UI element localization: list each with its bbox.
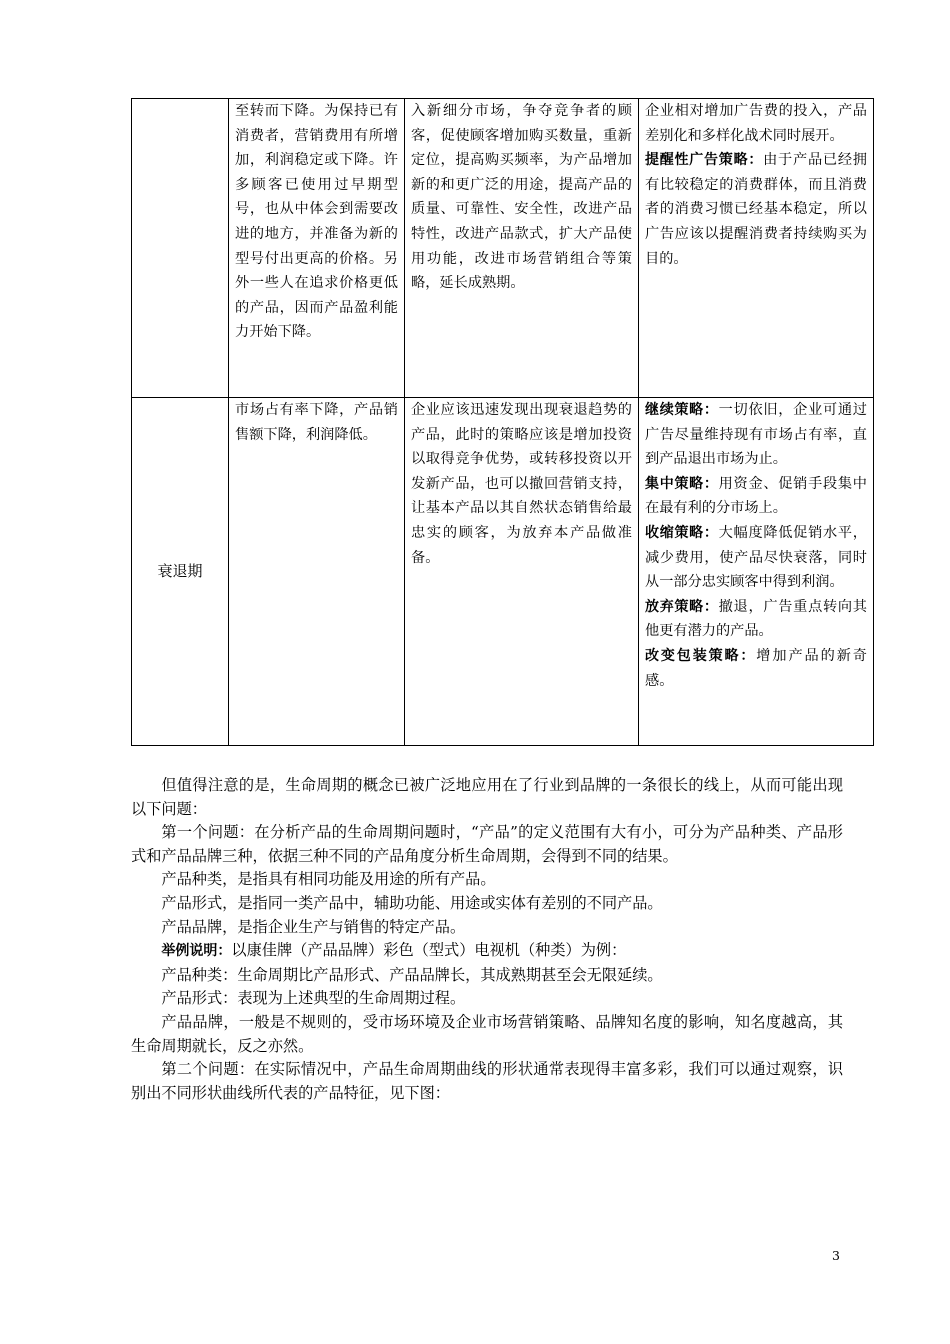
example-text: 以康佳牌（产品品牌）彩色（型式）电视机（种类）为例： (231, 941, 627, 960)
repackage-strategy (645, 644, 867, 693)
strategy-cell: 入新细分市场，争夺竞争者的顾客，促使顾客增加购买数量，重新定位，提高购买频率，为产品增加新的和更广泛的用途，提高产品的质量、可靠性、安全性，改进产品特性，改进产品款式，扩大产品使用功能，改进市场营销组合等策略，延长成熟期。 (405, 99, 639, 398)
strategy-label: 继续策略： (645, 402, 719, 418)
abandon-strategy (645, 595, 867, 644)
ad-strategy-label: 提醒性广告策略： (645, 152, 764, 169)
strategy-text: 增加产品的新奇感。 (645, 647, 867, 689)
ad-intro: 企业相对增加广告费的投入，产品差别化和多样化战术同时展开。 (645, 103, 867, 144)
advertising-cell (639, 99, 874, 398)
strategy-label: 放弃策略： (645, 598, 719, 615)
strategy-cell: 企业应该迅速发现出现衰退趋势的产品，此时的策略应该是增加投资以取得竞争优势，或转移投资以开发新产品，也可以撤回营销支持，让基本产品以其自然状态销售给最忠实的顾客，为放弃本产品做准备。 (405, 398, 639, 746)
shrink-strategy (645, 521, 867, 595)
example-label: 举例说明： (161, 943, 232, 960)
continue-strategy (645, 398, 867, 472)
strategy-text: 用资金、促销手段集中在最有利的分市场上。 (645, 475, 867, 517)
paragraph: 产品品牌，一般是不规则的，受市场环境及企业市场营销策略、品牌知名度的影响，知名度越高，其生命周期就长，反之亦然。 (131, 1012, 843, 1055)
ad-strategy (645, 148, 867, 271)
strategy-text: 撤退，广告重点转向其他更有潜力的产品。 (645, 598, 867, 640)
paragraph: 第一个问题：在分析产品的生命周期问题时，“产品”的定义范围有大有小，可分为产品种类、产品形式和产品品牌三种，依据三种不同的产品角度分析生命周期，会得到不同的结果。 (131, 823, 843, 865)
characteristics-cell: 至转而下降。为保持已有消费者，营销费用有所增加，利润稳定或下降。许多顾客已使用过早期型号，也从中体会到需要改进的地方，并准备为新的型号付出更高的价格。另外一些人在追求价格更低的产品，因而产品盈利能力开始下降。 (229, 99, 405, 398)
strategy-label: 集中策略： (645, 475, 719, 492)
strategy-label: 改变包装策略： (645, 647, 757, 664)
table-row (132, 99, 874, 398)
paragraph (131, 939, 843, 964)
stage-cell: 衰退期 (132, 398, 229, 746)
lifecycle-table (131, 98, 874, 746)
table-row (132, 398, 874, 746)
paragraph: 产品种类，是指具有相同功能及用途的所有产品。 (161, 870, 496, 889)
strategy-label: 收缩策略： (645, 524, 719, 541)
paragraph: 产品形式：表现为上述典型的生命周期过程。 (161, 989, 466, 1008)
focus-strategy (645, 472, 867, 521)
strategy-text: 一切依旧，企业可通过广告尽量维持现有市场占有率，直到产品退出市场为止。 (645, 402, 867, 468)
paragraph: 产品品牌，是指企业生产与销售的特定产品。 (161, 917, 466, 936)
ad-strategy-text: 由于产品已经拥有比较稳定的消费群体，而且消费者的消费习惯已经基本稳定，所以广告应该以提醒消费者持续购买为目的。 (645, 152, 867, 267)
page-number: 3 (832, 1248, 840, 1263)
stage-cell (132, 99, 229, 398)
paragraph: 第二个问题：在实际情况中，产品生命周期曲线的形状通常表现得丰富多彩，我们可以通过观察，识别出不同形状曲线所代表的产品特征，见下图： (131, 1060, 843, 1102)
strategy-text: 大幅度降低促销水平，减少费用，使产品尽快衰落，同时从一部分忠实顾客中得到利润。 (645, 524, 867, 591)
paragraph: 产品种类：生命周期比产品形式、产品品牌长，其成熟期甚至会无限延续。 (161, 965, 663, 984)
characteristics-cell: 市场占有率下降，产品销售额下降，利润降低。 (229, 398, 405, 746)
advertising-cell (639, 398, 874, 746)
body-text (131, 774, 843, 1105)
paragraph: 产品形式，是指同一类产品中，辅助功能、用途或实体有差别的不同产品。 (161, 893, 663, 912)
paragraph: 但值得注意的是，生命周期的概念已被广泛地应用在了行业到品牌的一条很长的线上，从而可能出现以下问题： (131, 776, 843, 818)
